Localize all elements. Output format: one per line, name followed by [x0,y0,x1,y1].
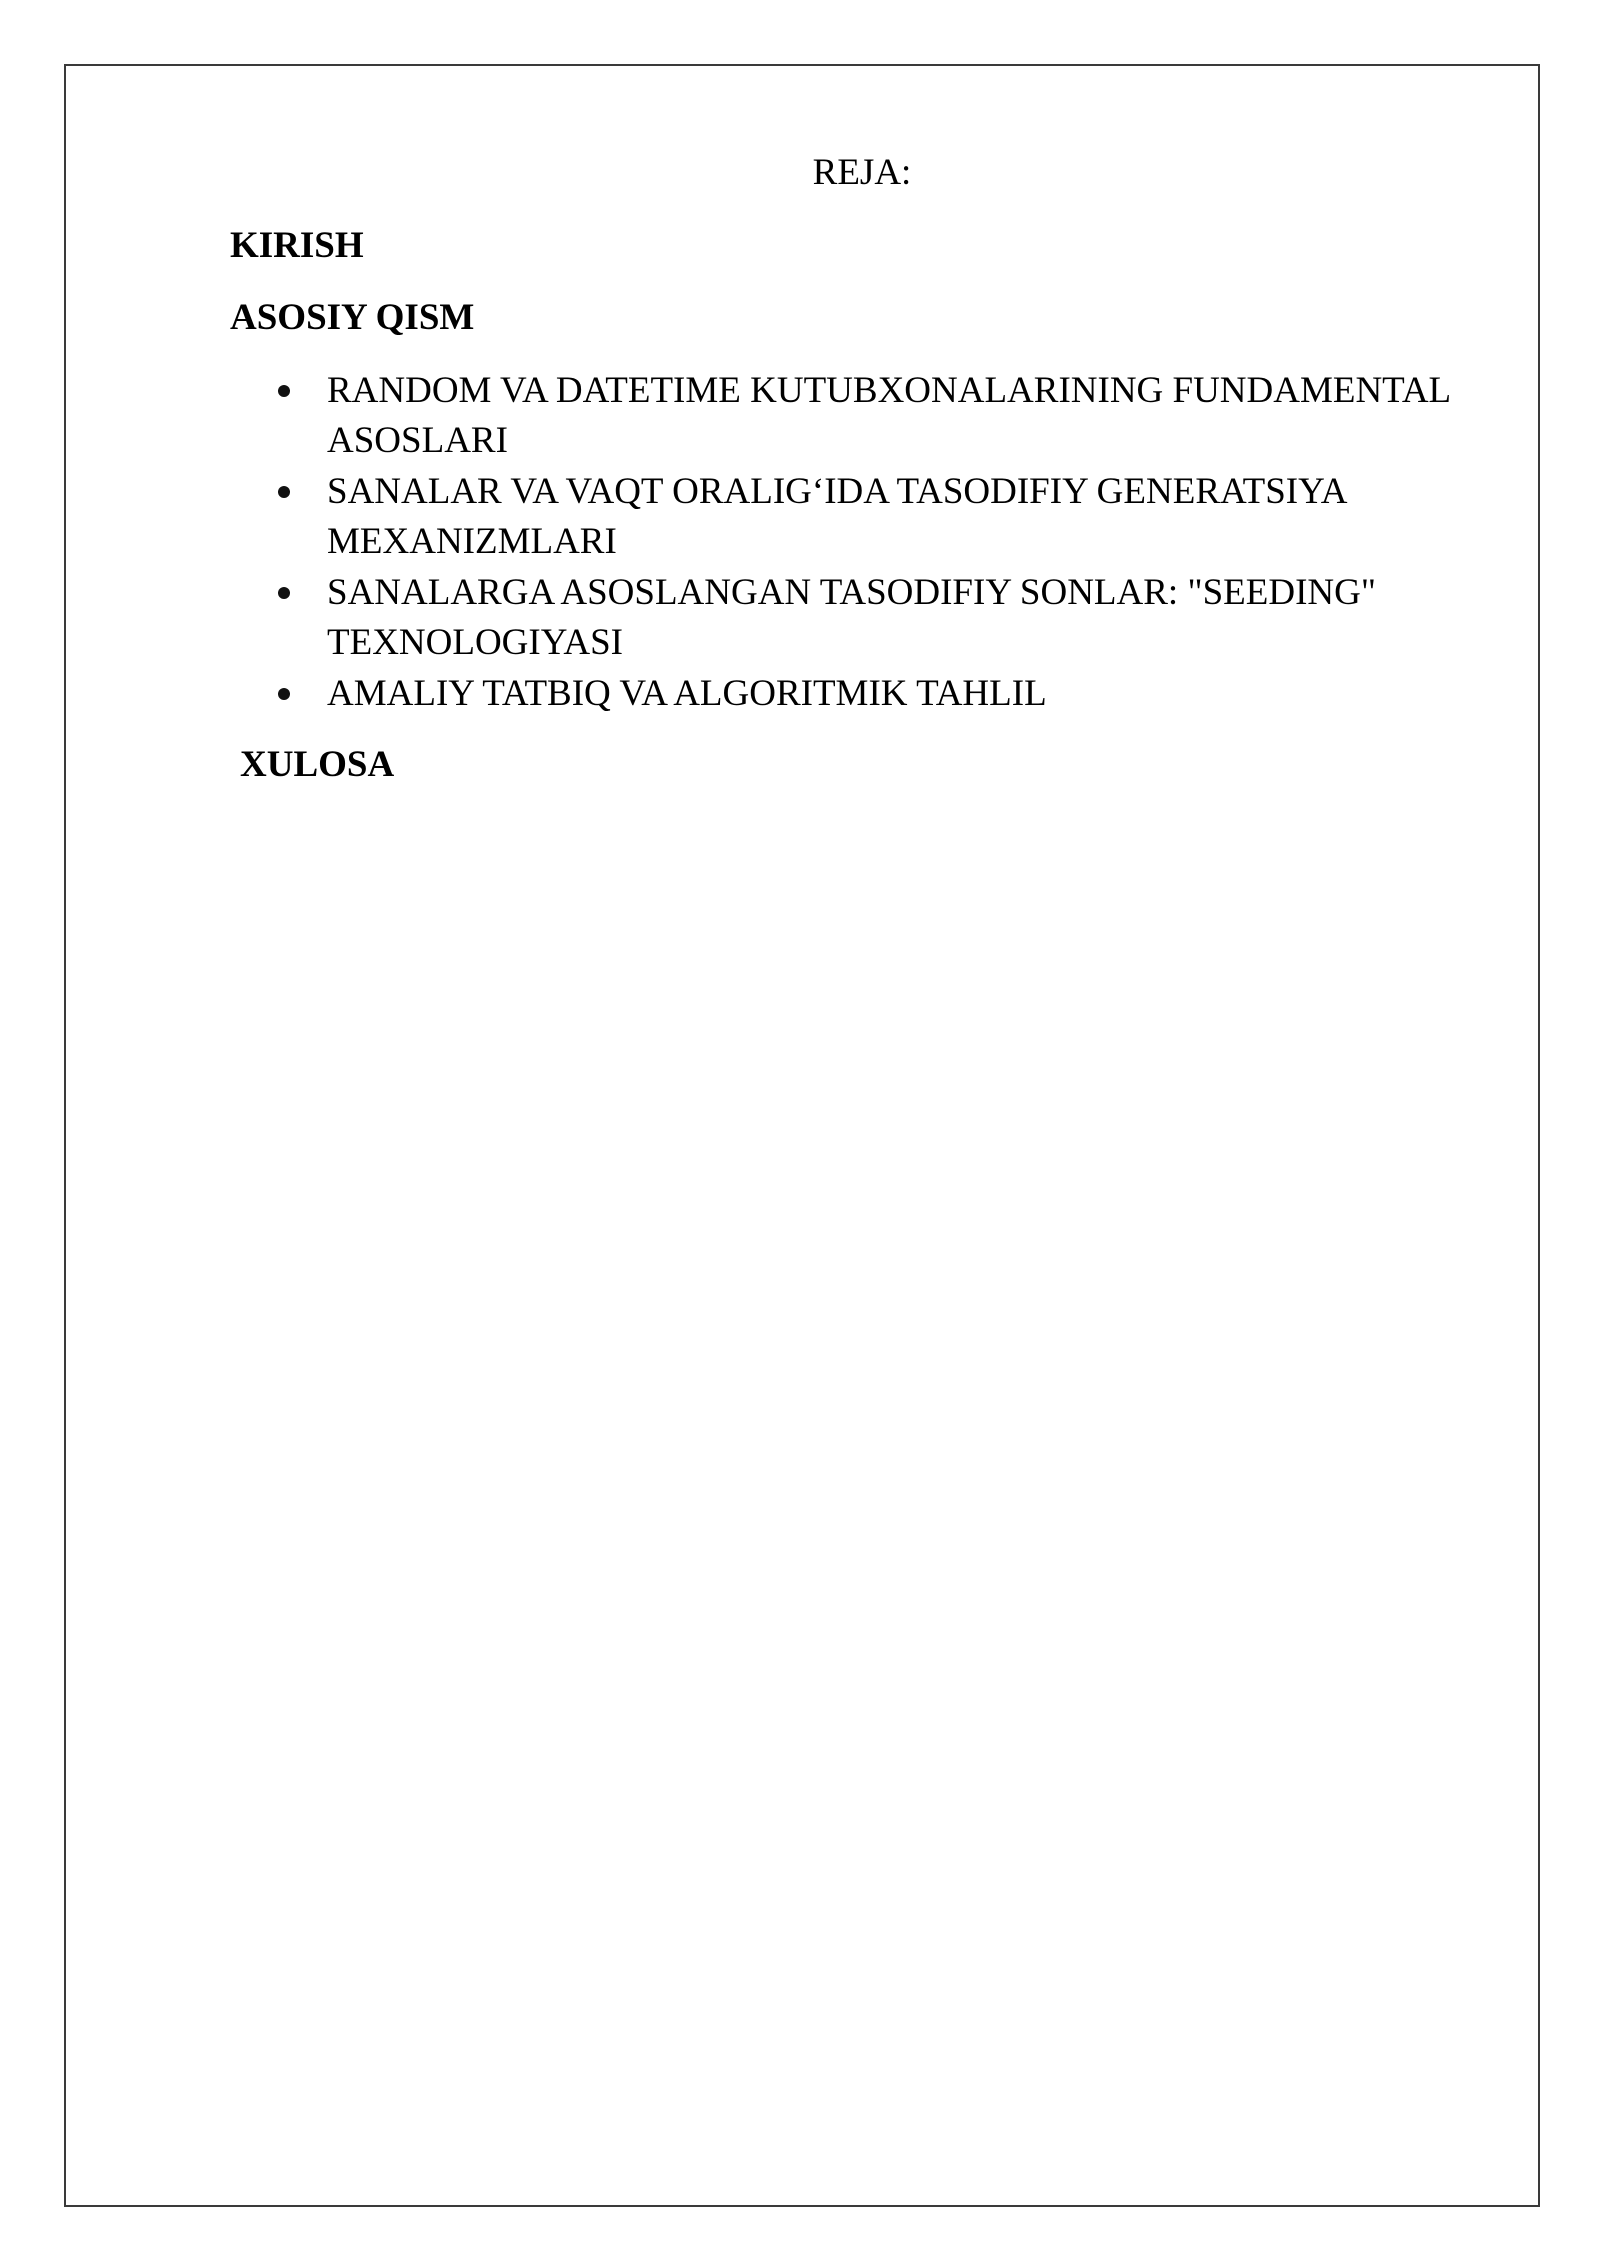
bullet-icon [278,486,290,498]
bullet-icon [278,688,290,700]
list-item [0,467,1600,567]
list-item-text: SANALARGA ASOSLANGAN TASODIFIY SONLAR: "SEEDING" TEXNOLOGIYASI [327,572,1376,663]
list-item-text: AMALIY TATBIQ VA ALGORITMIK TAHLIL [327,673,1047,714]
section-heading-xulosa: XULOSA [240,744,395,785]
section-heading-kirish: KIRISH [230,225,364,266]
bullet-icon [278,587,290,599]
list-item [0,568,1600,668]
list-item-text: RANDOM VA DATETIME KUTUBXONALARINING FUNDAMENTAL ASOSLARI [327,370,1450,461]
page-title: REJA: [812,152,912,193]
list-item-text: SANALAR VA VAQT ORALIG‘IDA TASODIFIY GENERATSIYA MEXANIZMLARI [327,471,1346,562]
list-item [0,366,1600,466]
plan-list [0,366,1600,720]
section-heading-asosiy-qism: ASOSIY QISM [230,297,475,338]
bullet-icon [278,385,290,397]
list-item [0,669,1600,719]
